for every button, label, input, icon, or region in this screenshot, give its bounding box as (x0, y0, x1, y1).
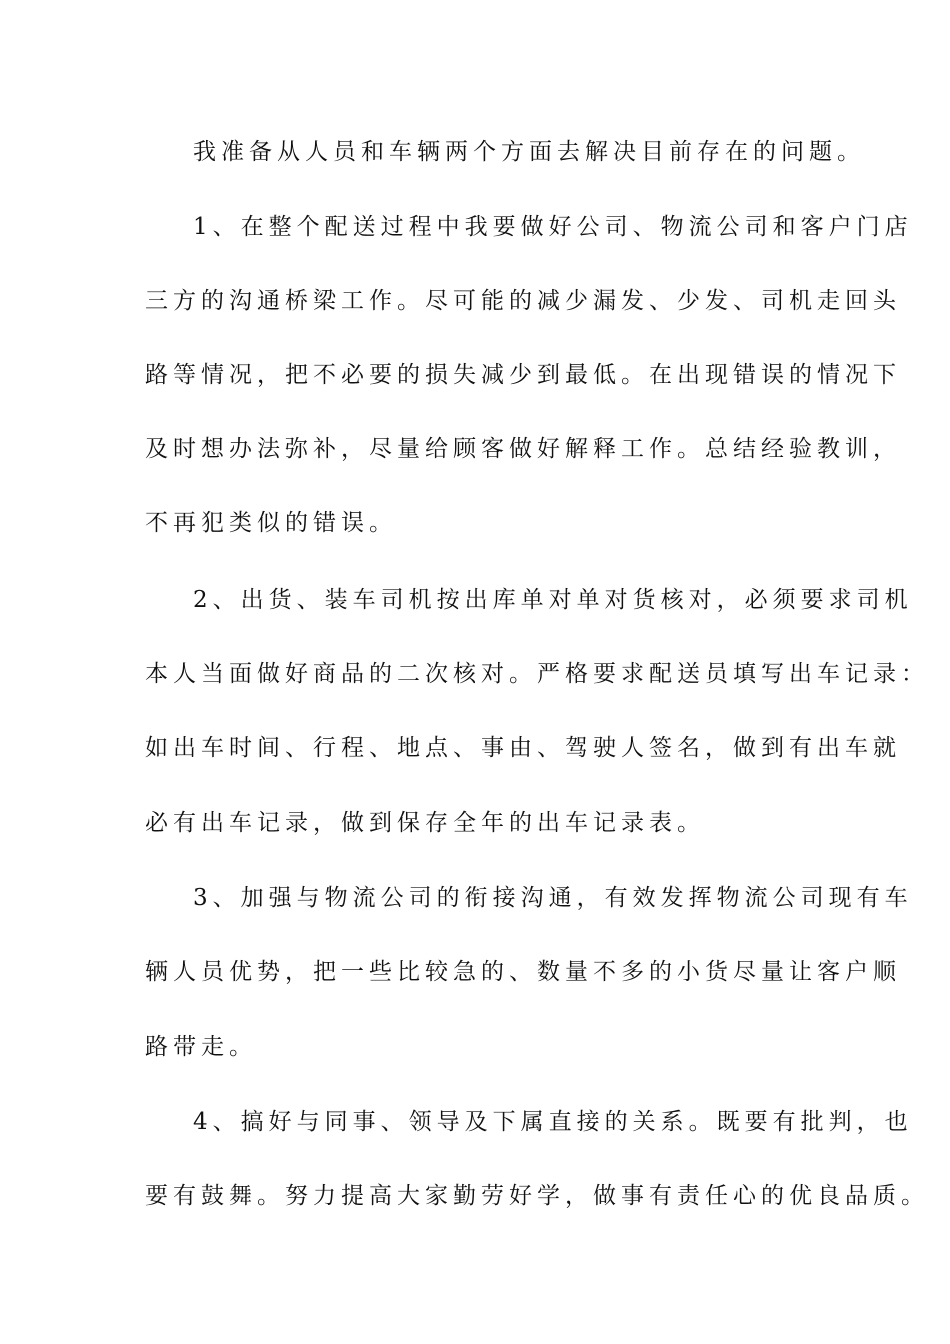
paragraph-1-line-2: 三方的沟通桥梁工作。尽可能的减少漏发、少发、司机走回头 (145, 288, 901, 314)
paragraph-3-line-2: 辆人员优势，把一些比较急的、数量不多的小货尽量让客户顺 (145, 959, 901, 985)
paragraph-2-line-2: 本人当面做好商品的二次核对。严格要求配送员填写出车记录： (145, 661, 929, 687)
paragraph-1-line-3: 路等情况，把不必要的损失减少到最低。在出现错误的情况下 (145, 362, 901, 388)
paragraph-2-line-3: 如出车时间、行程、地点、事由、驾驶人签名，做到有出车就 (145, 735, 901, 761)
paragraph-2-line-1: 2、出货、装车司机按出库单对单对货核对，必须要求司机 (193, 587, 913, 613)
paragraph-4-line-2: 要有鼓舞。努力提高大家勤劳好学，做事有责任心的优良品质。 (145, 1183, 929, 1209)
paragraph-1-line-4: 及时想办法弥补，尽量给顾客做好解释工作。总结经验教训， (145, 436, 901, 462)
paragraph-1-line-5: 不再犯类似的错误。 (145, 510, 397, 536)
paragraph-3-line-3: 路带走。 (145, 1034, 257, 1060)
paragraph-1-line-1: 1、在整个配送过程中我要做好公司、物流公司和客户门店 (193, 214, 913, 240)
paragraph-4-line-1: 4、搞好与同事、领导及下属直接的关系。既要有批判，也 (193, 1109, 913, 1135)
paragraph-intro-line-1: 我准备从人员和车辆两个方面去解决目前存在的问题。 (193, 139, 865, 165)
paragraph-2-line-4: 必有出车记录，做到保存全年的出车记录表。 (145, 810, 705, 836)
paragraph-3-line-1: 3、加强与物流公司的衔接沟通，有效发挥物流公司现有车 (193, 885, 913, 911)
